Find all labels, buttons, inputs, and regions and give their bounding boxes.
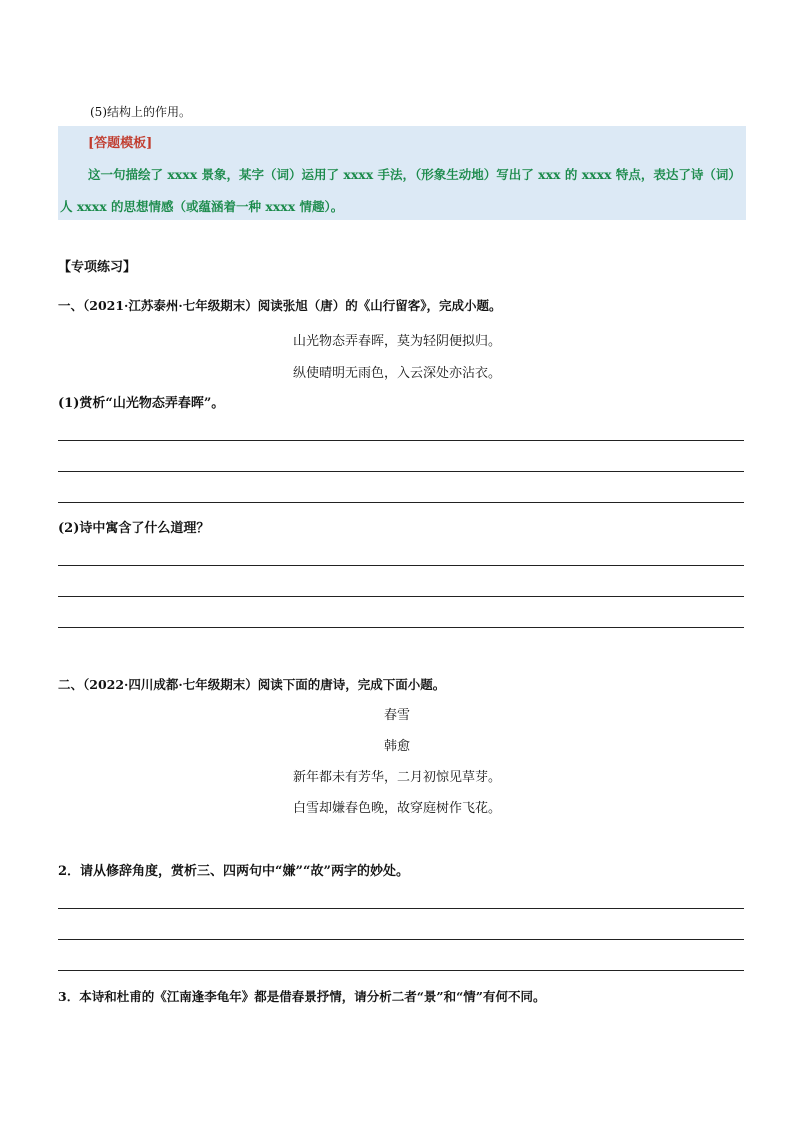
question-1-heading: 一、（2021·江苏泰州·七年级期末）阅读张旭（唐）的《山行留客》，完成小题。 <box>58 298 502 313</box>
answer-line <box>58 440 744 441</box>
template-label: [答题模板] <box>88 136 153 151</box>
answer-line <box>58 596 744 597</box>
answer-line <box>58 502 744 503</box>
answer-line <box>58 970 744 971</box>
answer-line <box>58 939 744 940</box>
poem-2-title: 春雪 <box>383 708 410 723</box>
answer-line <box>58 565 744 566</box>
poem-1-line-2: 纵使晴明无雨色，入云深处亦沾衣。 <box>292 366 501 381</box>
template-line-2: 人 xxxx 的思想情感（或蕴涵着一种 xxxx 情趣）。 <box>60 199 344 214</box>
question-2-sub-3: 3．本诗和杜甫的《江南逢李龟年》都是借春景抒情，请分析二者“景”和“情”有何不同。 <box>58 989 546 1004</box>
item-5-text: (5)结构上的作用。 <box>90 105 191 119</box>
question-1-sub-2: (2)诗中寓含了什么道理？ <box>58 521 210 536</box>
poem-1-line-1: 山光物态弄春晖，莫为轻阴便拟归。 <box>292 334 501 349</box>
template-line-1: 这一句描绘了 xxxx 景象，某字（词）运用了 xxxx 手法，（形象生动地）写出了 xxx 的 xxxx 特点，表达了诗（词） <box>88 167 741 182</box>
poem-2-author: 韩愈 <box>383 739 410 754</box>
answer-line <box>58 627 744 628</box>
answer-template-box <box>58 126 746 220</box>
poem-2-line-2: 白雪却嫌春色晚，故穿庭树作飞花。 <box>292 801 501 816</box>
section-title: 【专项练习】 <box>58 260 137 275</box>
answer-line <box>58 471 744 472</box>
question-2-sub-2: 2．请从修辞角度，赏析三、四两句中“嫌”“故”两字的妙处。 <box>58 864 409 879</box>
question-2-heading: 二、（2022·四川成都·七年级期末）阅读下面的唐诗，完成下面小题。 <box>58 677 446 692</box>
answer-line <box>58 908 744 909</box>
poem-2-line-1: 新年都未有芳华，二月初惊见草芽。 <box>292 770 501 785</box>
question-1-sub-1: (1)赏析“山光物态弄春晖”。 <box>58 396 225 411</box>
